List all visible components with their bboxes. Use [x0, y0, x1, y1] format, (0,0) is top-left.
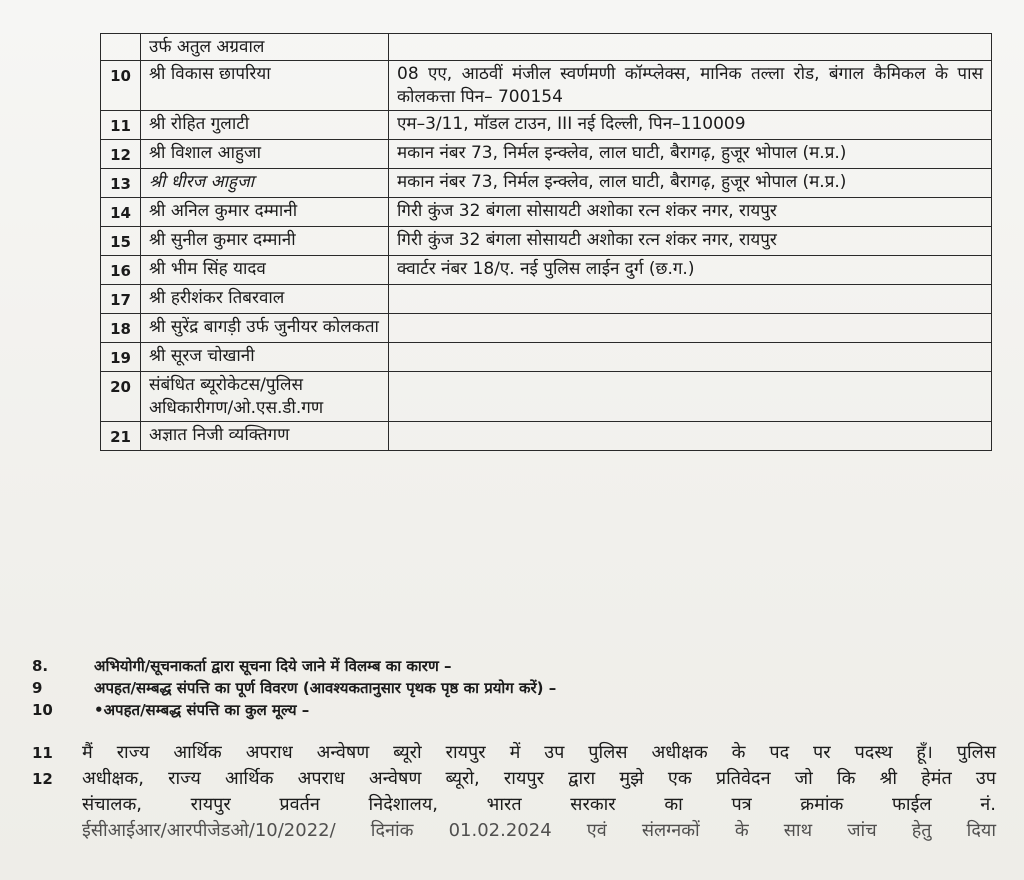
table-row	[101, 372, 992, 422]
row-number: 13	[101, 169, 141, 198]
item-text: अभियोगी/सूचनाकर्ता द्वारा सूचना दिये जाने में विलम्ब का कारण –	[94, 657, 452, 675]
line-number: 11	[32, 744, 53, 762]
row-number: 20	[101, 372, 141, 422]
table-row	[101, 111, 992, 140]
row-number: 17	[101, 285, 141, 314]
accused-name: श्री धीरज आहुजा	[141, 169, 389, 198]
item-number: 9	[32, 679, 43, 697]
line-text: संचालक, रायपुर प्रवर्तन निदेशालय, भारत सरकार का पत्र क्रमांक फाईल नं.	[82, 794, 996, 815]
table-row	[101, 314, 992, 343]
table-row	[101, 169, 992, 198]
row-number: 16	[101, 256, 141, 285]
accused-name: श्री भीम सिंह यादव	[141, 256, 389, 285]
table-row	[101, 343, 992, 372]
row-number: 14	[101, 198, 141, 227]
line-number: 12	[32, 770, 53, 788]
accused-address: 08 एए, आठवीं मंजील स्वर्णमणी कॉम्प्लेक्स, मानिक तल्ला रोड, बंगाल कैमिकल के पास कोलकत्ता पिन– 700154	[389, 61, 992, 111]
table-row	[101, 61, 992, 111]
paragraph-line-cut	[32, 818, 996, 841]
accused-address: गिरी कुंज 32 बंगला सोसायटी अशोका रत्न शंकर नगर, रायपुर	[389, 227, 992, 256]
paragraph-line	[32, 740, 996, 766]
row-number: 12	[101, 140, 141, 169]
accused-address: गिरी कुंज 32 बंगला सोसायटी अशोका रत्न शंकर नगर, रायपुर	[389, 198, 992, 227]
accused-name: श्री रोहित गुलाटी	[141, 111, 389, 140]
form-item	[32, 699, 996, 721]
paragraph-line	[32, 766, 996, 792]
statement-paragraph	[32, 740, 996, 841]
accused-address	[389, 372, 992, 422]
item-number: 8.	[32, 657, 49, 675]
accused-name: संबंधित ब्यूरोकेटस/पुलिस अधिकारीगण/ओ.एस.डी.गण	[141, 372, 389, 422]
line-text: ईसीआईआर/आरपीजेडओ/10/2022/ दिनांक 01.02.2024 एवं संलग्नकों के साथ जांच हेतु दिया	[82, 820, 996, 841]
accused-address: एम–3/11, मॉडल टाउन, III नई दिल्ली, पिन–110009	[389, 111, 992, 140]
form-items	[32, 655, 996, 721]
accused-name: अज्ञात निजी व्यक्तिगण	[141, 422, 389, 451]
row-number: 10	[101, 61, 141, 111]
accused-name: श्री अनिल कुमार दम्मानी	[141, 198, 389, 227]
table-row	[101, 227, 992, 256]
accused-table	[100, 33, 992, 451]
table-row	[101, 34, 992, 61]
table-row	[101, 198, 992, 227]
line-text: मैं राज्य आर्थिक अपराध अन्वेषण ब्यूरो रायपुर में उप पुलिस अधीक्षक के पद पर पदस्थ हूँ। पुलिस	[82, 742, 996, 763]
accused-name: श्री विकास छापरिया	[141, 61, 389, 111]
paragraph-line	[32, 792, 996, 818]
row-number: 19	[101, 343, 141, 372]
row-number: 18	[101, 314, 141, 343]
row-number: 21	[101, 422, 141, 451]
item-text: अपहत/सम्बद्ध संपत्ति का पूर्ण विवरण (आवश्यकतानुसार पृथक पृष्ठ का प्रयोग करें) –	[94, 679, 557, 697]
accused-name: श्री सुरेंद्र बागड़ी उर्फ जुनीयर कोलकता	[141, 314, 389, 343]
table-row	[101, 285, 992, 314]
accused-address: मकान नंबर 73, निर्मल इन्क्लेव, लाल घाटी, बैरागढ़, हुजूर भोपाल (म.प्र.)	[389, 140, 992, 169]
form-item	[32, 677, 996, 699]
item-text: •अपहत/सम्बद्ध संपत्ति का कुल मूल्य –	[94, 701, 310, 719]
accused-address: मकान नंबर 73, निर्मल इन्क्लेव, लाल घाटी, बैरागढ़, हुजूर भोपाल (म.प्र.)	[389, 169, 992, 198]
table-row	[101, 422, 992, 451]
table-row	[101, 256, 992, 285]
accused-name: श्री विशाल आहुजा	[141, 140, 389, 169]
item-number: 10	[32, 701, 53, 719]
row-number: 11	[101, 111, 141, 140]
row-number	[101, 34, 141, 61]
accused-address	[389, 34, 992, 61]
accused-name: श्री सूरज चोखानी	[141, 343, 389, 372]
accused-name: श्री सुनील कुमार दम्मानी	[141, 227, 389, 256]
line-text: अधीक्षक, राज्य आर्थिक अपराध अन्वेषण ब्यूरो, रायपुर द्वारा मुझे एक प्रतिवेदन जो कि श्री हेमंत उप	[82, 768, 996, 789]
accused-address	[389, 285, 992, 314]
table-row	[101, 140, 992, 169]
accused-name: श्री हरीशंकर तिबरवाल	[141, 285, 389, 314]
row-number: 15	[101, 227, 141, 256]
form-item	[32, 655, 996, 677]
accused-address: क्वार्टर नंबर 18/ए. नई पुलिस लाईन दुर्ग (छ.ग.)	[389, 256, 992, 285]
accused-address	[389, 422, 992, 451]
accused-address	[389, 314, 992, 343]
accused-address	[389, 343, 992, 372]
accused-name: उर्फ अतुल अग्रवाल	[141, 34, 389, 61]
